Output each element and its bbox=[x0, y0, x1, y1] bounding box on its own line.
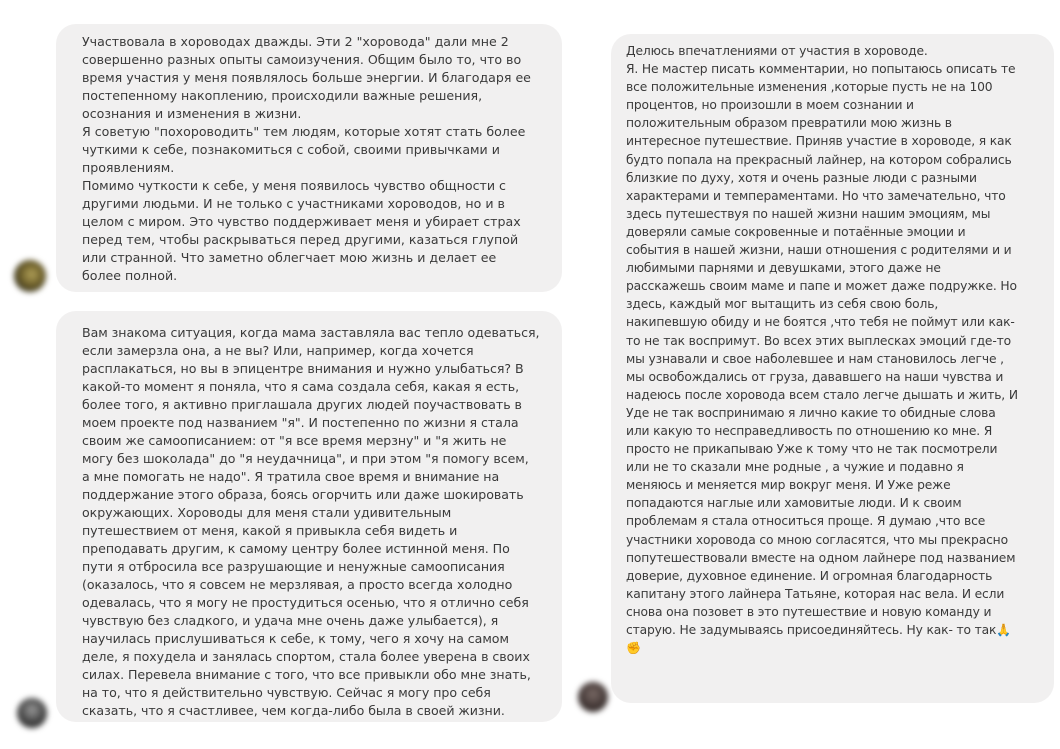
message-text: Вам знакома ситуация, когда мама заставляла вас тепло одеваться, если замерзла она, а не вы? Или, например, когда хочется расплакаться, но вы в эпицентре внимания и нужно улыбаться? В какой-то момент я поняла, что я сама создала себя, какая я есть, более того, я активно приглашала других людей поучаствовать в моем проекте под названием "я". И постепенно по жизни я стала своим же самоописанием: от "я все время мерзну" и "я жить не могу без шоколада" до "я неудачница", и при этом "я помогу всем, а мне помогать не надо". Я тратила свое время и внимание на поддержание этого образа, боясь огорчить или даже шокировать окружающих. Хороводы для меня стали удивительным путешествием от меня, какой я привыкла себя видеть и преподавать другим, к самому центру более истинной меня. По пути я отбросила все разрушающие и ненужные самоописания (оказалось, что я совсем не мерзлявая, а просто всегда холодно одевалась, что я могу не простудиться осенью, что я отлично себя чувствую без сладкого, и удача мне очень даже улыбается), я научилась прислушиваться к себе, к тому, чего я хочу на самом деле, я похудела и занялась спортом, стала более уверена в своих силах. Перевела внимание с того, что все привыкли обо мне знать, на то, что я действительно чувствую. Сейчас я могу про себя сказать, что я счастливее, чем когда-либо была в своей жизни. bbox=[82, 325, 540, 718]
message-text: Участвовала в хороводах дважды. Эти 2 "хоровода" дали мне 2 совершенно разных опыты самоизучения. Общим было то, что во время участия у меня появлялось больше энергии. И благодаря ее постепенному накоплению, происходили важные решения, осознания и изменения в жизни. Я советую "похороводить" тем людям, которые хотят стать более чуткими к себе, познакомиться с собой, своими привычками и проявлениям. Помимо чуткости к себе, у меня появилось чувство общности с другими людьми. И не только с участниками хороводов, но и в целом с миром. Это чувство поддерживает меня и убирает страх перед тем, чтобы раскрываться перед другими, казаться глупой или странной. Что заметно облегчает мою жизнь и делает ее более полной. bbox=[82, 34, 531, 283]
avatar[interactable] bbox=[17, 698, 47, 728]
message-bubble bbox=[611, 34, 1054, 703]
message-text bbox=[626, 42, 1048, 657]
fist-emoji-icon: ✊ bbox=[626, 641, 641, 656]
message-bubble bbox=[56, 24, 562, 292]
avatar[interactable] bbox=[578, 682, 608, 712]
message-bubble bbox=[56, 311, 562, 722]
avatar[interactable] bbox=[14, 260, 46, 292]
message-text-body: Делюсь впечатлениями от участия в хороводе. Я. Не мастер писать комментарии, но попытаюсь описать те все положительные изменения ,которые пусть не на 100 процентов, но произошли в моем сознании и положительным образом превратили мою жизнь в интересное путешествие. Приняв участие в хороводе, я как будто попала на прекрасный лайнер, на котором собрались близкие по духу, хотя и очень разные люди с разными характерами и темпераментами. Но что замечательно, что здесь путешествуя по нашей жизни нашим эмоциям, мы доверяли самые сокровенные и потаённые эмоции и события в нашей жизни, наши отношения с родителями и и любимыми парнями и девушками, этого даже не расскажешь своим маме и папе и может даже подружке. Но здесь, каждый мог вытащить из себя свою боль, накипевшую обиду и не боятся ,что тебя не поймут или как- то не так воспримут. Во всех этих выплесках эмоций где-то мы узнавали и свое наболевшее и нам становилось легче , мы освобождались от груза, дававшего на наши чувства и надеюсь после хоровода всем стало легче дышать и жить, И Уде не так воспринимаю я лично какие то обидные слова или какую то несправедливость по отношению ко мне. Я просто не прикапываю Уже к тому что не так посмотрели или не то сказали мне родные , а чужие и подавно я меняюсь и меняется мир вокруг меня. И Уже реже попадаются наглые или хамовитые люди. И к своим проблемам я стала относиться проще. Я думаю ,что все участники хоровода со мною согласятся, что мы прекрасно попутешествовали вместе на одном лайнере под названием доверие, духовное единение. И огромная благодарность капитану этого лайнера Татьяне, которая нас вела. И если снова она позовет в это путешествие и новую команду и старую. Не задумываясь присоединяйтесь. Ну как- то так bbox=[626, 44, 1018, 637]
praying-hands-emoji-icon: 🙏 bbox=[996, 623, 1012, 637]
